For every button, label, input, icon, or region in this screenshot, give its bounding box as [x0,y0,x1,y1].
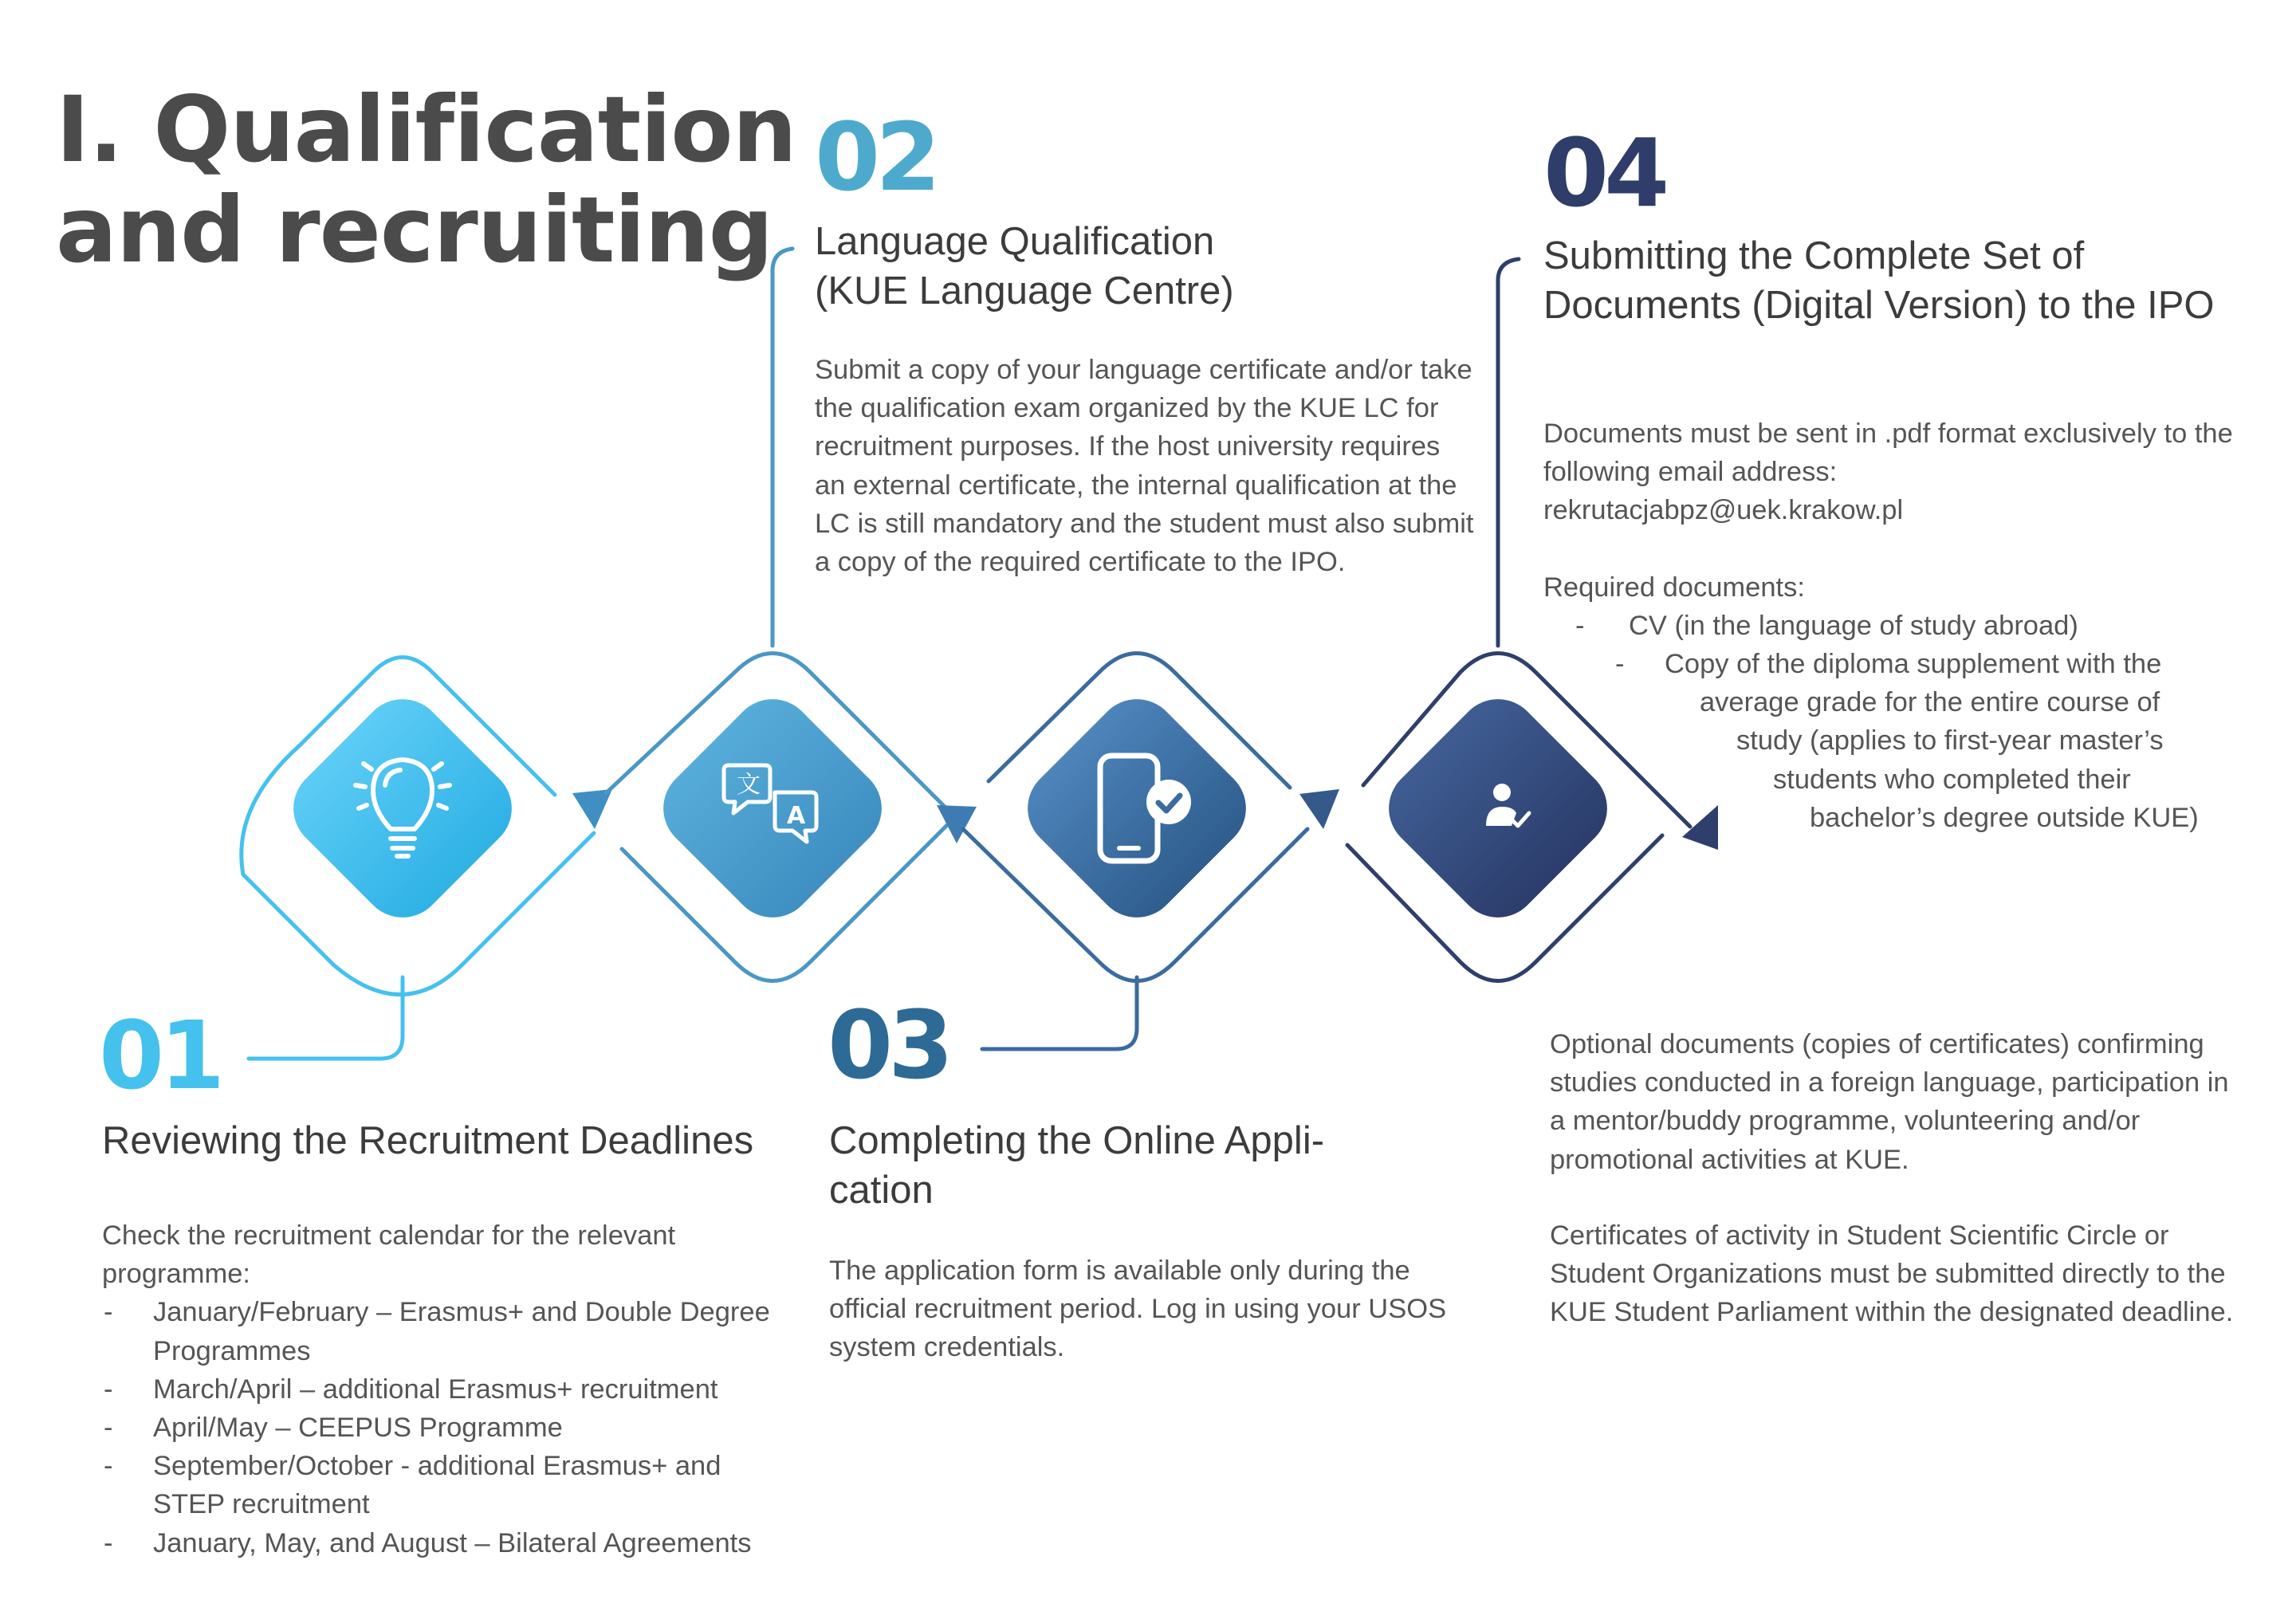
arrow-3 [1299,789,1339,829]
required-item: - CV (in the language of study abroad) [1575,610,2078,641]
required-item-text: CV (in the language of study abroad) [1629,610,2078,641]
svg-text:A: A [787,802,806,830]
step-number-03: 03 [828,990,949,1100]
diamond-step-01 [242,658,612,995]
step-text-04 [1543,415,2245,837]
pdf-instruction: Documents must be sent in .pdf format exclusively to the following email address: [1543,419,2233,488]
diamond-step-03 [963,654,1339,981]
step-title-04: Submitting the Complete Set of Documents (Digital Version) to the IPO [1543,234,2215,327]
step-03-title-line-1: Completing the Online Appli- [829,1119,1325,1162]
optional-documents-text: Optional documents (copies of certificates) confirming studies conducted in a foreign language, participation in a mentor/buddy programme, volunteering and/or promotional activities at KUE. [1550,1029,2229,1175]
step-text-03: The application form is available only during the official recruitment period. Log in using your USOS system credentials. [829,1256,1447,1363]
required-item-continued: bachelor’s degree outside KUE) [1810,802,2199,833]
deadline-item: - January/February – Erasmus+ and Double Degree Programmes [102,1293,772,1370]
required-item-text: Copy of the diploma supplement with the [1665,649,2162,680]
deadline-item: - March/April – additional Erasmus+ recruitment [102,1370,772,1409]
step-text-02: Submit a copy of your language certificate and/or take the qualification exam organized by the KUE LC for recruitment purposes. If the host university requires an external certificate, the internal qualification at the LC is still mandatory and the student must also submit a copy of the required certificate to the IPO. [815,355,1474,578]
step-title-02 [815,217,1500,316]
leader-03 [982,977,1137,1049]
required-item: - Copy of the diploma supplement with the [1615,649,2162,680]
title-line-2: and recruiting [56,177,773,283]
step-number-02: 02 [815,102,937,212]
contact-email: rekrutacjabpz@uek.krakow.pl [1543,495,1904,526]
step-text-01 [102,1216,772,1562]
step-number-01: 01 [99,1000,221,1110]
step-02-title-line-2: (KUE Language Centre) [815,269,1234,312]
certificates-text: Certificates of activity in Student Scientific Circle or Student Organizations must be submitted directly to the KUE Student Parliament within the designated deadline. [1550,1220,2234,1328]
required-heading: Required documents: [1543,572,1805,603]
leader-04 [1498,259,1519,646]
step-01-intro: Check the recruitment calendar for the relevant programme: [102,1220,676,1290]
required-item-continued: study (applies to first-year master’s [1736,725,2164,756]
arrow-1 [572,789,612,829]
deadline-list [102,1293,772,1562]
step-number-04: 04 [1543,118,1665,228]
title-line-1: I. Qualification [56,77,796,183]
required-item-continued: average grade for the entire course of [1700,687,2160,718]
required-item-continued: students who completed their [1773,764,2131,795]
step-03-title-line-2: cation [829,1169,934,1212]
step-title-03 [829,1116,1483,1215]
deadline-item: - January, May, and August – Bilateral Agreements [102,1524,772,1562]
deadline-item: - September/October - additional Erasmus+ and STEP recruitment [102,1447,772,1523]
svg-text:文: 文 [737,771,761,799]
step-title-01: Reviewing the Recruitment Deadlines [102,1119,754,1162]
step-02-title-line-1: Language Qualification [815,220,1215,263]
leader-02 [773,249,792,646]
deadline-item: - April/May – CEEPUS Programme [102,1409,772,1447]
